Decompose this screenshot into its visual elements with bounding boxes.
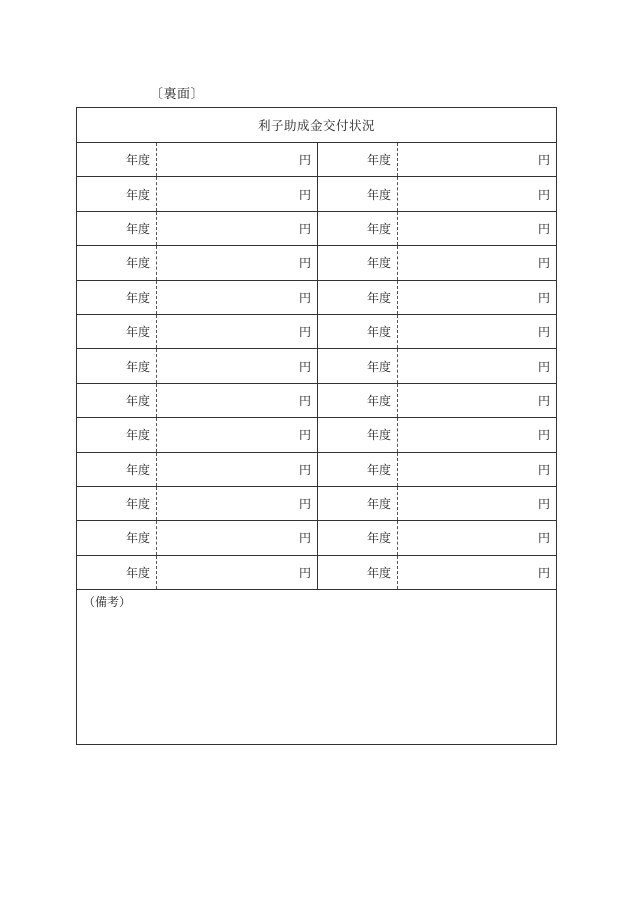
amount-field[interactable]: 円: [298, 187, 311, 202]
page-side-label: 〔裏面〕: [150, 87, 205, 102]
right-entry: [318, 177, 556, 210]
amount-field[interactable]: 円: [537, 325, 550, 340]
year-field[interactable]: 年度: [318, 212, 398, 245]
year-field[interactable]: 年度: [318, 246, 398, 279]
table-row: [77, 281, 556, 315]
year-field[interactable]: 年度: [77, 487, 157, 520]
year-field[interactable]: 年度: [318, 556, 398, 589]
right-entry: [318, 521, 556, 554]
amount-field[interactable]: 円: [537, 497, 550, 512]
left-entry: [77, 556, 318, 589]
year-field[interactable]: 年度: [77, 281, 157, 314]
amount-field[interactable]: 円: [298, 153, 311, 168]
amount-field[interactable]: 円: [298, 393, 311, 408]
left-entry: [77, 212, 318, 245]
amount-field[interactable]: 円: [298, 565, 311, 580]
amount-field[interactable]: 円: [537, 462, 550, 477]
year-field[interactable]: 年度: [77, 384, 157, 417]
right-entry: [318, 418, 556, 451]
amount-field[interactable]: 円: [537, 153, 550, 168]
year-field[interactable]: 年度: [77, 177, 157, 210]
amount-field[interactable]: 円: [537, 290, 550, 305]
left-entry: [77, 418, 318, 451]
year-field[interactable]: 年度: [77, 453, 157, 486]
right-entry: [318, 246, 556, 279]
amount-field[interactable]: 円: [298, 256, 311, 271]
year-field[interactable]: 年度: [318, 487, 398, 520]
left-entry: [77, 453, 318, 486]
amount-field[interactable]: 円: [298, 531, 311, 546]
amount-field[interactable]: 円: [537, 221, 550, 236]
table-row: [77, 177, 556, 211]
left-entry: [77, 143, 318, 176]
right-entry: [318, 212, 556, 245]
year-field[interactable]: 年度: [318, 384, 398, 417]
left-entry: [77, 177, 318, 210]
year-field[interactable]: 年度: [77, 143, 157, 176]
remarks-label: （備考）: [83, 595, 132, 610]
right-entry: [318, 556, 556, 589]
form-title: 利子助成金交付状況: [77, 108, 556, 143]
table-row: [77, 521, 556, 555]
left-entry: [77, 246, 318, 279]
table-row: [77, 212, 556, 246]
amount-field[interactable]: 円: [298, 497, 311, 512]
table-row: [77, 349, 556, 383]
table-row: [77, 453, 556, 487]
table-row: [77, 487, 556, 521]
year-field[interactable]: 年度: [318, 177, 398, 210]
year-field[interactable]: 年度: [77, 349, 157, 382]
left-entry: [77, 521, 318, 554]
year-field[interactable]: 年度: [318, 143, 398, 176]
left-entry: [77, 349, 318, 382]
right-entry: [318, 143, 556, 176]
table-row: [77, 418, 556, 452]
right-entry: [318, 384, 556, 417]
amount-field[interactable]: 円: [537, 531, 550, 546]
left-entry: [77, 487, 318, 520]
year-field[interactable]: 年度: [77, 521, 157, 554]
left-entry: [77, 384, 318, 417]
amount-field[interactable]: 円: [298, 221, 311, 236]
subsidy-grid: [77, 143, 556, 590]
right-entry: [318, 315, 556, 348]
year-field[interactable]: 年度: [318, 349, 398, 382]
year-field[interactable]: 年度: [77, 556, 157, 589]
year-field[interactable]: 年度: [77, 246, 157, 279]
right-entry: [318, 281, 556, 314]
left-entry: [77, 281, 318, 314]
amount-field[interactable]: 円: [537, 565, 550, 580]
amount-field[interactable]: 円: [537, 359, 550, 374]
table-row: [77, 315, 556, 349]
year-field[interactable]: 年度: [318, 315, 398, 348]
subsidy-status-form: [76, 107, 557, 745]
amount-field[interactable]: 円: [298, 290, 311, 305]
right-entry: [318, 453, 556, 486]
table-row: [77, 556, 556, 590]
year-field[interactable]: 年度: [318, 418, 398, 451]
remarks-area[interactable]: [77, 590, 556, 745]
left-entry: [77, 315, 318, 348]
right-entry: [318, 487, 556, 520]
amount-field[interactable]: 円: [537, 187, 550, 202]
table-row: [77, 384, 556, 418]
amount-field[interactable]: 円: [298, 462, 311, 477]
amount-field[interactable]: 円: [298, 325, 311, 340]
year-field[interactable]: 年度: [318, 521, 398, 554]
amount-field[interactable]: 円: [537, 428, 550, 443]
year-field[interactable]: 年度: [318, 453, 398, 486]
amount-field[interactable]: 円: [298, 428, 311, 443]
amount-field[interactable]: 円: [298, 359, 311, 374]
year-field[interactable]: 年度: [77, 212, 157, 245]
year-field[interactable]: 年度: [77, 315, 157, 348]
year-field[interactable]: 年度: [77, 418, 157, 451]
amount-field[interactable]: 円: [537, 393, 550, 408]
table-row: [77, 246, 556, 280]
amount-field[interactable]: 円: [537, 256, 550, 271]
table-row: [77, 143, 556, 177]
year-field[interactable]: 年度: [318, 281, 398, 314]
right-entry: [318, 349, 556, 382]
